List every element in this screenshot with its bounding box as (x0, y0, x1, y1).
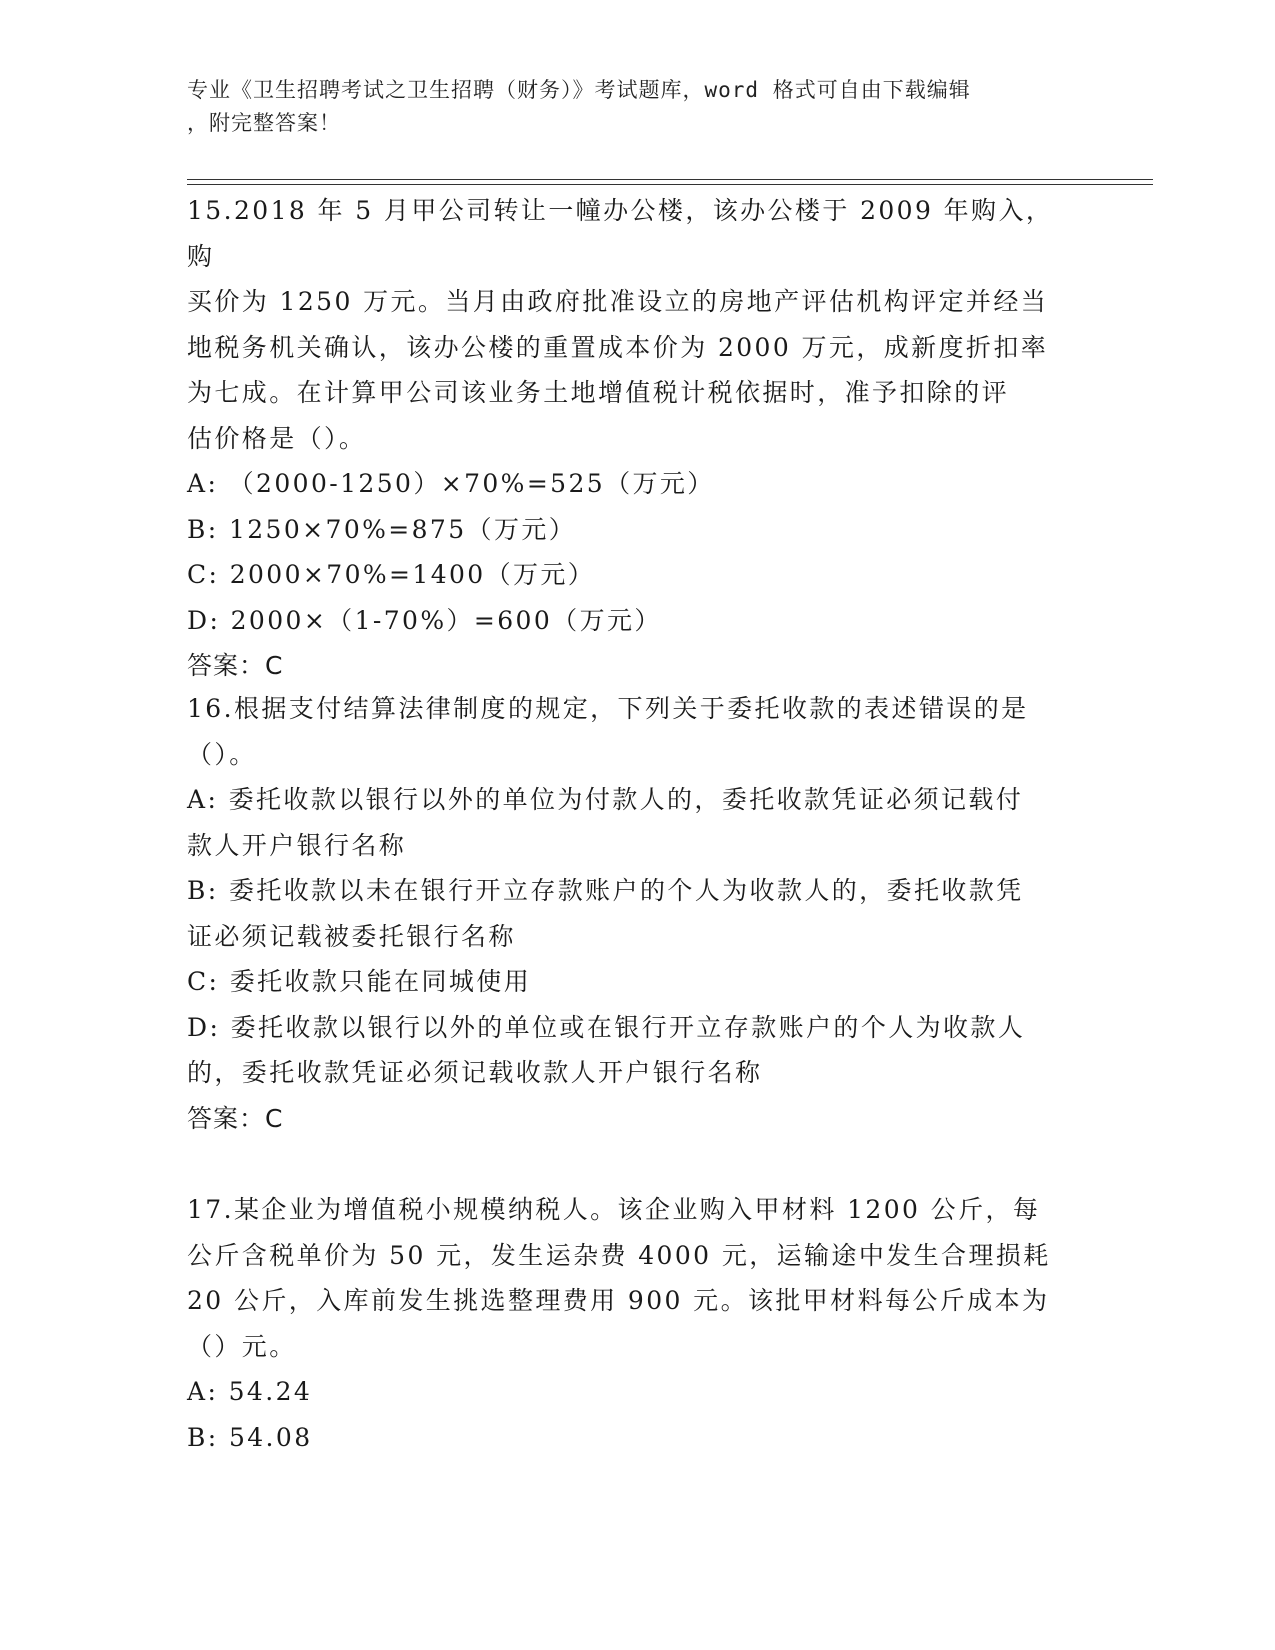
option-b: B: 1250×70%=875（万元） (187, 514, 577, 544)
option-d-continued: 的，委托收款凭证必须记载收款人开户银行名称 (187, 1058, 763, 1087)
question-stem-line: 为七成。在计算甲公司该业务土地增值税计税依据时，准予扣除的评 (187, 378, 1010, 407)
header-rule-top (187, 179, 1153, 180)
question-stem-line: 17.某企业为增值税小规模纳税人。该企业购入甲材料 1200 公斤，每 (187, 1195, 1041, 1224)
option-a: A: 委托收款以银行以外的单位为付款人的，委托收款凭证必须记载付 (187, 785, 1024, 814)
document-header (187, 74, 1067, 140)
question-stem-line: 公斤含税单价为 50 元，发生运杂费 4000 元，运输途中发生合理损耗 (187, 1240, 1051, 1270)
option-d: D: 委托收款以银行以外的单位或在银行开立存款账户的个人为收款人 (187, 1012, 1026, 1042)
question-stem-line: （）元。 (187, 1331, 297, 1361)
question-stem-line: 买价为 1250 万元。当月由政府批准设立的房地产评估机构评定并经当 (187, 287, 1049, 316)
option-c: C: 委托收款只能在同城使用 (187, 967, 532, 996)
option-b: B: 54.08 (187, 1422, 313, 1452)
option-a: A: 54.24 (187, 1377, 313, 1406)
option-b-continued: 证必须记载被委托银行名称 (187, 921, 516, 951)
answer: 答案：C (187, 1103, 284, 1133)
header-line-2: ，附完整答案！ (187, 111, 341, 135)
option-d: D: 2000×（1-70%）=600（万元） (187, 605, 662, 635)
question-stem-line: 估价格是（）。 (187, 423, 367, 453)
option-b: B: 委托收款以未在银行开立存款账户的个人为收款人的，委托收款凭 (187, 876, 1024, 905)
question-stem-line: （）。 (187, 739, 257, 769)
question-stem-line: 16.根据支付结算法律制度的规定，下列关于委托收款的表述错误的是 (187, 694, 1029, 723)
question-15 (187, 188, 1067, 689)
question-stem-line: 15.2018 年 5 月甲公司转让一幢办公楼，该办公楼于 2009 年购入，购 (187, 196, 1054, 271)
question-stem-line: 地税务机关确认，该办公楼的重置成本价为 2000 万元，成新度折扣率 (187, 332, 1049, 362)
header-line-1: 专业《卫生招聘考试之卫生招聘（财务）》考试题库，word 格式可自由下载编辑 (187, 78, 971, 102)
question-stem-line: 20 公斤，入库前发生挑选整理费用 900 元。该批甲材料每公斤成本为 (187, 1286, 1050, 1315)
option-c: C: 2000×70%=1400（万元） (187, 560, 596, 589)
header-rule-bottom (187, 184, 1153, 185)
question-17 (187, 1187, 1067, 1460)
answer: 答案：C (187, 651, 284, 680)
option-a: A: （2000-1250）×70%=525（万元） (187, 469, 715, 498)
option-a-continued: 款人开户银行名称 (187, 830, 407, 860)
question-16 (187, 686, 1067, 1141)
